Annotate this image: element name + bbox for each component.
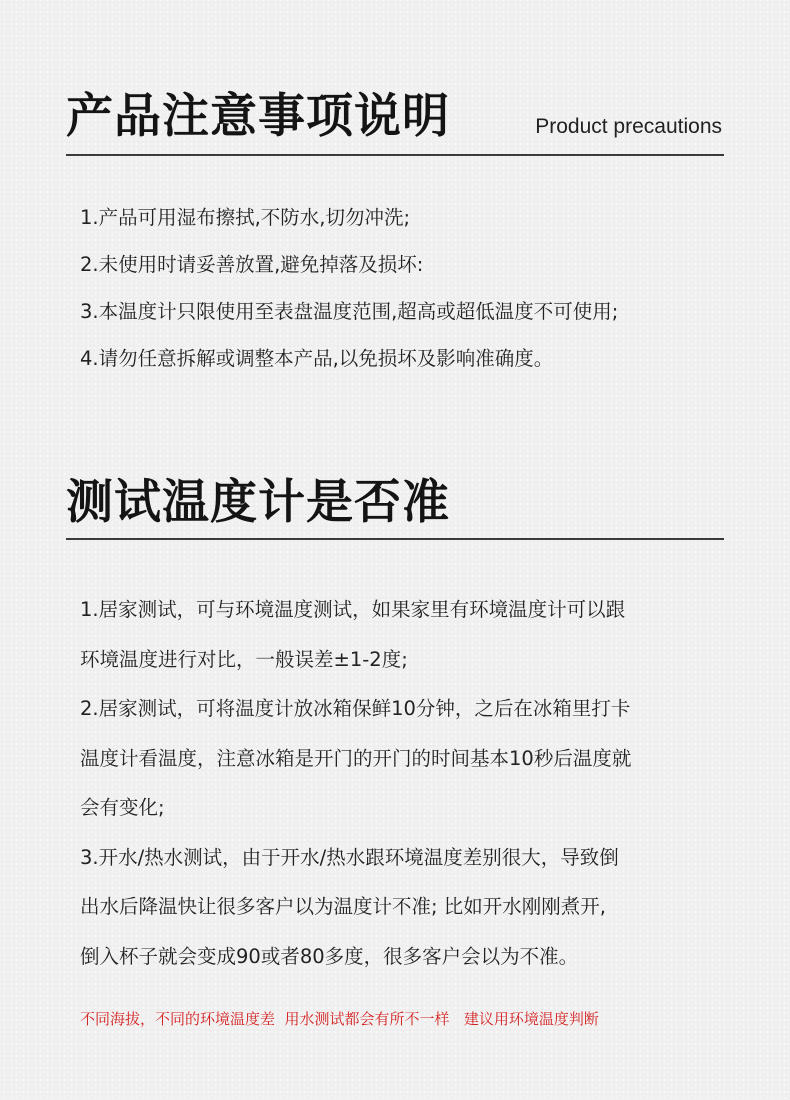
accuracy-test-title: 测试温度计是否准 bbox=[66, 475, 450, 530]
test-item-fridge bbox=[80, 684, 730, 833]
accuracy-test-list bbox=[80, 585, 730, 981]
test-item-line: 倒入杯子就会变成90或者80多度，很多客户会以为不准。 bbox=[80, 944, 579, 968]
test-item-home bbox=[80, 585, 730, 684]
footer-note: 不同海拔，不同的环境温度差 用水测试都会有所不一样 建议用环境温度判断 bbox=[80, 1010, 599, 1028]
precautions-title: 产品注意事项说明 bbox=[66, 89, 450, 144]
precaution-item-2: 2.未使用时请妥善放置,避免掉落及损坏: bbox=[80, 253, 424, 276]
divider-accuracy-test bbox=[66, 538, 724, 540]
test-item-line: 温度计看温度，注意冰箱是开门的开门的时间基本10秒后温度就 bbox=[80, 746, 632, 770]
test-item-line: 3.开水/热水测试，由于开水/热水跟环境温度差别很大，导致倒 bbox=[80, 845, 619, 869]
test-item-line: 环境温度进行对比，一般误差±1-2度; bbox=[80, 647, 408, 671]
precautions-list bbox=[80, 200, 730, 388]
test-item-hot-water bbox=[80, 833, 730, 982]
test-item-line: 1.居家测试，可与环境温度测试，如果家里有环境温度计可以跟 bbox=[80, 598, 626, 621]
precaution-item-3: 3.本温度计只限使用至表盘温度范围,超高或超低温度不可使用; bbox=[80, 300, 619, 323]
precaution-item-4: 4.请勿任意拆解或调整本产品,以免损坏及影响准确度。 bbox=[80, 347, 554, 370]
divider-precautions bbox=[66, 154, 724, 156]
precaution-item-1: 1.产品可用湿布擦拭,不防水,切勿冲洗; bbox=[80, 206, 411, 229]
test-item-line: 会有变化; bbox=[80, 796, 165, 819]
precautions-subtitle: Product precautions bbox=[535, 115, 722, 138]
test-item-line: 出水后降温快让很多客户以为温度计不准; 比如开水刚刚煮开, bbox=[80, 895, 606, 918]
test-item-line: 2.居家测试，可将温度计放冰箱保鲜10分钟，之后在冰箱里打卡 bbox=[80, 697, 631, 720]
